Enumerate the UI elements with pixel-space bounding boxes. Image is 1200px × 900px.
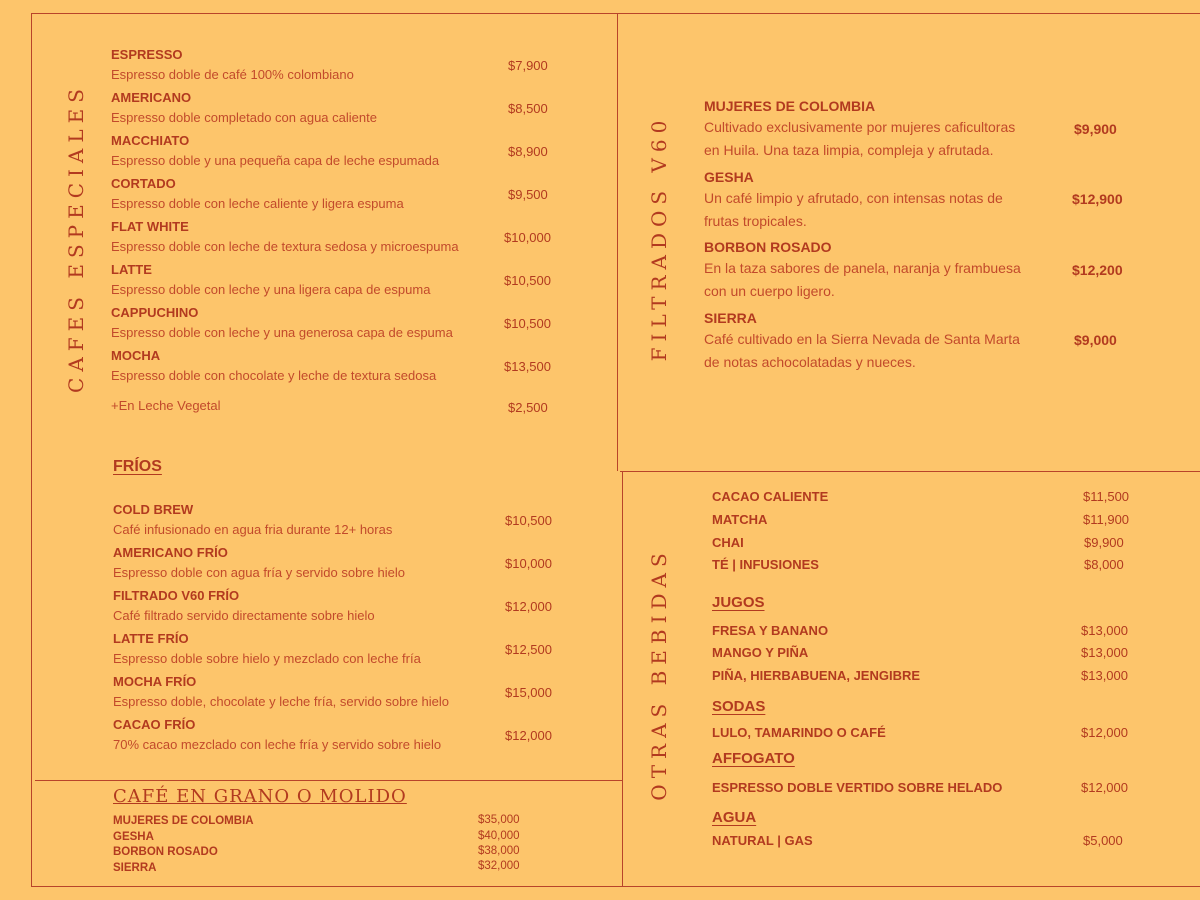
description-line: Cultivado exclusivamente por mujeres caficultoras [704,119,1016,135]
menu-item [113,717,441,752]
item-name: MACCHIATO [111,133,190,148]
item-price: $12,000 [505,599,552,614]
item-description: Café filtrado servido directamente sobre hielo [113,608,375,623]
affogato-heading: AFFOGATO [712,750,795,767]
description-line: en Huila. Una taza limpia, compleja y afrutada. [704,142,994,158]
especiales-vertical-title: CAFES ESPECIALES [64,83,88,393]
grain-item-price: $35,000 [478,814,520,826]
menu-item [113,674,449,709]
grain-item-name: MUJERES DE COLOMBIA [113,815,254,827]
item-name: ESPRESSO [111,47,183,62]
item-name: CACAO FRÍO [113,717,196,732]
drink-name: ESPRESSO DOBLE VERTIDO SOBRE HELADO [712,780,1003,795]
right-horizontal-divider [620,471,1200,472]
menu-item [704,239,1021,303]
drink-price: $13,000 [1081,645,1128,660]
item-description: Espresso doble con agua fría y servido sobre hielo [113,565,405,580]
agua-heading: AGUA [712,809,757,826]
item-price: $10,500 [505,513,552,528]
item-price: $7,900 [508,58,548,73]
drink-price: $12,000 [1081,780,1128,795]
item-name: COLD BREW [113,502,194,517]
drink-name: LULO, TAMARINDO O CAFÉ [712,725,886,740]
item-price: $10,500 [504,316,551,331]
grain-item-name: SIERRA [113,862,157,874]
item-name: MOCHA [111,348,161,363]
drink-price: $11,900 [1083,512,1130,527]
vegetal-milk-price: $2,500 [508,400,548,415]
left-horizontal-divider [35,780,622,781]
drink-price: $11,500 [1083,489,1130,504]
item-name: MOCHA FRÍO [113,674,197,689]
item-name: AMERICANO [111,90,192,105]
item-description [704,328,1020,374]
drink-name: PIÑA, HIERBABUENA, JENGIBRE [712,668,921,683]
drink-name: MANGO Y PIÑA [712,645,809,660]
menu-item [704,98,1015,162]
drink-price: $12,000 [1081,725,1128,740]
item-name: FLAT WHITE [111,219,189,234]
drink-name: FRESA Y BANANO [712,623,829,638]
item-price: $10,000 [505,556,552,571]
jugos-heading: JUGOS [712,594,765,611]
grain-item-name: GESHA [113,831,154,843]
item-price: $10,500 [504,273,551,288]
item-price: $10,000 [504,230,551,245]
item-price: $12,000 [505,728,552,743]
item-name: LATTE FRÍO [113,631,189,646]
item-description: Café infusionado en agua fria durante 12+ horas [113,522,393,537]
grain-item-price: $32,000 [478,860,520,872]
drink-price: $13,000 [1081,623,1128,638]
drink-name: CHAI [712,535,744,550]
drink-price: $5,000 [1083,833,1123,848]
item-description: Espresso doble con leche caliente y ligera espuma [111,196,404,211]
menu-item [113,502,392,537]
item-price: $8,500 [508,101,548,116]
item-description [704,116,1015,162]
item-description: 70% cacao mezclado con leche fría y servido sobre hielo [113,737,442,752]
menu-item [111,176,404,211]
otras-vertical-title: OTRAS BEBIDAS [647,547,671,801]
item-description: Espresso doble con leche de textura sedosa y microespuma [111,239,459,254]
drink-price: $8,000 [1084,557,1124,572]
item-price: $13,500 [504,359,551,374]
item-name: BORBON ROSADO [704,239,832,255]
filtrados-vertical-title: FILTRADOS V60 [647,114,671,362]
menu-item [113,545,405,580]
item-price: $15,000 [505,685,552,700]
item-name: LATTE [111,262,152,277]
item-name: FILTRADO V60 FRÍO [113,588,240,603]
grain-item-name: BORBON ROSADO [113,846,218,858]
description-line: En la taza sabores de panela, naranja y frambuesa [704,260,1021,276]
menu-item [704,169,1003,233]
grain-item-price: $40,000 [478,830,520,842]
menu-item [111,133,439,168]
sodas-heading: SODAS [712,698,766,715]
menu-item [113,588,375,623]
item-name: CAPPUCHINO [111,305,199,320]
left-border [31,13,32,887]
item-price: $9,000 [1074,332,1117,348]
item-description: Espresso doble con chocolate y leche de textura sedosa [111,368,437,383]
item-description: Espresso doble completado con agua caliente [111,110,377,125]
drink-name: MATCHA [712,512,768,527]
item-name: AMERICANO FRÍO [113,545,228,560]
center-divider-lower [622,471,623,887]
vegetal-milk-extra: +En Leche Vegetal [111,398,221,413]
drink-price: $9,900 [1084,535,1124,550]
item-description: Espresso doble de café 100% colombiano [111,67,354,82]
menu-item [111,219,459,254]
item-name: GESHA [704,169,754,185]
drink-price: $13,000 [1081,668,1128,683]
item-price: $9,500 [508,187,548,202]
item-name: CORTADO [111,176,176,191]
item-price: $9,900 [1074,121,1117,137]
grano-heading: CAFÉ EN GRANO O MOLIDO [113,786,407,807]
drink-name: TÉ | INFUSIONES [712,557,819,572]
menu-item [111,90,377,125]
item-price: $8,900 [508,144,548,159]
bottom-border [31,886,1200,887]
menu-item [113,631,421,666]
item-description: Espresso doble, chocolate y leche fría, servido sobre hielo [113,694,450,709]
drink-name: NATURAL | GAS [712,833,813,848]
item-description [704,187,1003,233]
item-description: Espresso doble sobre hielo y mezclado con leche fría [113,651,421,666]
grain-item-price: $38,000 [478,845,520,857]
description-line: con un cuerpo ligero. [704,283,835,299]
center-divider [617,13,618,471]
description-line: frutas tropicales. [704,213,807,229]
menu-item [111,262,430,297]
item-name: SIERRA [704,310,757,326]
item-name: MUJERES DE COLOMBIA [704,98,876,114]
item-price: $12,200 [1072,262,1123,278]
menu-item [111,348,436,383]
frios-heading: FRÍOS [113,458,162,475]
drink-name: CACAO CALIENTE [712,489,829,504]
description-line: de notas achocolatadas y nueces. [704,354,916,370]
item-description [704,257,1021,303]
item-description: Espresso doble con leche y una ligera capa de espuma [111,282,431,297]
menu-item [111,305,453,340]
menu-item [704,310,1020,374]
item-description: Espresso doble con leche y una generosa capa de espuma [111,325,453,340]
item-price: $12,500 [505,642,552,657]
top-border [31,13,1200,14]
description-line: Café cultivado en la Sierra Nevada de Santa Marta [704,331,1020,347]
item-description: Espresso doble y una pequeña capa de leche espumada [111,153,440,168]
description-line: Un café limpio y afrutado, con intensas notas de [704,190,1003,206]
menu-item [111,47,354,82]
item-price: $12,900 [1072,191,1123,207]
